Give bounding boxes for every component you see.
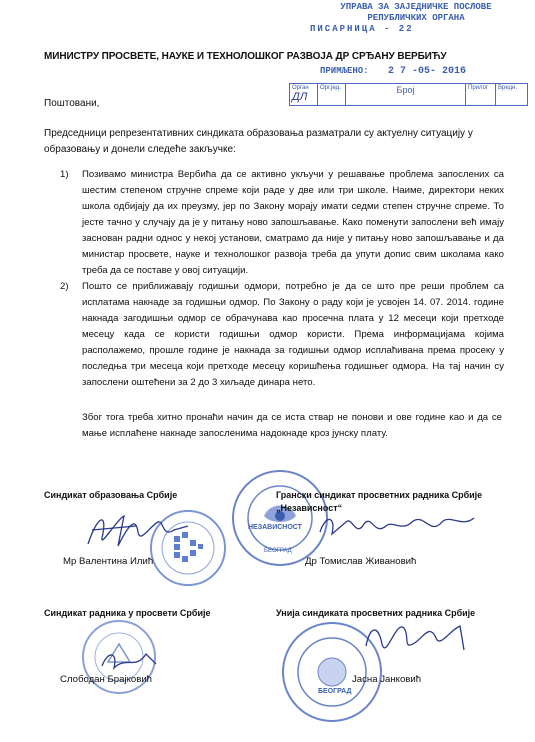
seal-beograd-text-4: БЕОГРАД [318, 688, 352, 695]
seal-nezavisnost-text: НЕЗАВИСНОСТ [248, 524, 302, 531]
stamp-org-value: ДЛ [292, 91, 308, 103]
list-item [60, 167, 504, 279]
list-item-number: 1) [60, 169, 69, 180]
stamp-org-line2: РЕПУБЛИЧКИХ ОРГАНА [367, 13, 465, 23]
stamp-col-org: Орган ДЛ [290, 84, 318, 105]
signatory-name-4: Јасна Јанковић [352, 674, 422, 685]
signature-3 [96, 646, 166, 676]
stamp-col-value: Вредн. [498, 85, 518, 91]
stamp-org-line3: ПИСАРНИЦА - 22 [310, 24, 414, 34]
registry-stamp-table [289, 83, 528, 106]
intro-paragraph: Председници репрезентативних синдиката образовања разматрали су актуелну ситуацију у образовању и донели следеће закључке: [44, 128, 473, 155]
list-item-text: Пошто се приближавају годишњи одмори, потребно је да се што пре реши проблем са исплатама накнаде за годишњи одмор. По Закону о раду који је усвојен 14. 07. 2014. године накнада загодишњи одмор се обрачунава као просечна плата у 12 месеци који претходе месецу када се користи годишњи одмор користи. Према информацијама којима располажемо, прошле године је накнада за годишњи одмор исплаћивана према просеку у последња три месеца који претходе месецу коришћења годишњег одмора. На тај начин су запослени оштећени за 2 до 3 хиљаде динара нето. [82, 281, 504, 388]
received-date: 2 7 -05- 2016 [388, 66, 467, 77]
greeting: Поштовани, [44, 98, 100, 109]
registry-stamp-header [300, 2, 532, 35]
signature-2 [312, 508, 482, 544]
received-stamp [320, 66, 466, 77]
stamp-col-attachment: Прилог [466, 84, 496, 105]
stamp-org-line1: УПРАВА ЗА ЗАЈЕДНИЧКЕ ПОСЛОВЕ [340, 2, 492, 12]
signatory-name-2: Др Томислав Живановић [305, 556, 417, 567]
signatory-org-2: Грански синдикат просветних радника Србије „Независност“ [276, 490, 483, 513]
signatory-name-1: Мр Валентина Илић [63, 556, 154, 567]
letter-title: МИНИСТРУ ПРОСВЕТЕ, НАУКЕ И ТЕХНОЛОШКОГ РАЗВОЈА ДР СРЂАНУ ВЕРБИЋУ [44, 51, 447, 62]
list-item-number: 2) [60, 281, 69, 292]
signatory-org-4: Унија синдиката просветних радника Србије [276, 608, 476, 618]
signatory-org-1: Синдикат образовања Србије [44, 490, 178, 500]
signatory-name-3: Слободан Брајковић [60, 674, 153, 685]
seal-beograd-text: БЕОГРАД [264, 548, 292, 554]
list-item-text: Позивамо министра Вербића да се активно укључи у решавање проблема запослених са шестим степеном стручне спреме који раде у две или три школе. Наиме, директори неких школа одбијају да их преузму, јер по Закону морају имати седми степен стручне спреме. То јесте тачно у случају да је у питању ново запошљавање. Како поменути запослени већ имају заснован радни однос у некој установи, сматрамо да није у питању ново запошљавање и да министар просвете, науке и технолошког развоја треба да упути допис свим школама како треба да се поставе у овој ситуацији. [82, 169, 504, 276]
stamp-col-number: Број [346, 84, 466, 105]
signature-4 [360, 616, 470, 666]
conclusions-list [60, 167, 504, 391]
signature-1 [78, 508, 228, 554]
list-item [60, 279, 504, 391]
stamp-col-org-unit: Орг.јед. [318, 84, 346, 105]
received-label: ПРИМЉЕНО: [320, 66, 369, 76]
signatory-org-3: Синдикат радника у просвети Србије [44, 608, 211, 618]
conclusion-paragraph: Због тога треба хитно пронаћи начин да се иста ствар не понови и ове године као и да се мање исплаћене накнаде запосленима надокнаде кроз јунску плату. [82, 412, 502, 439]
